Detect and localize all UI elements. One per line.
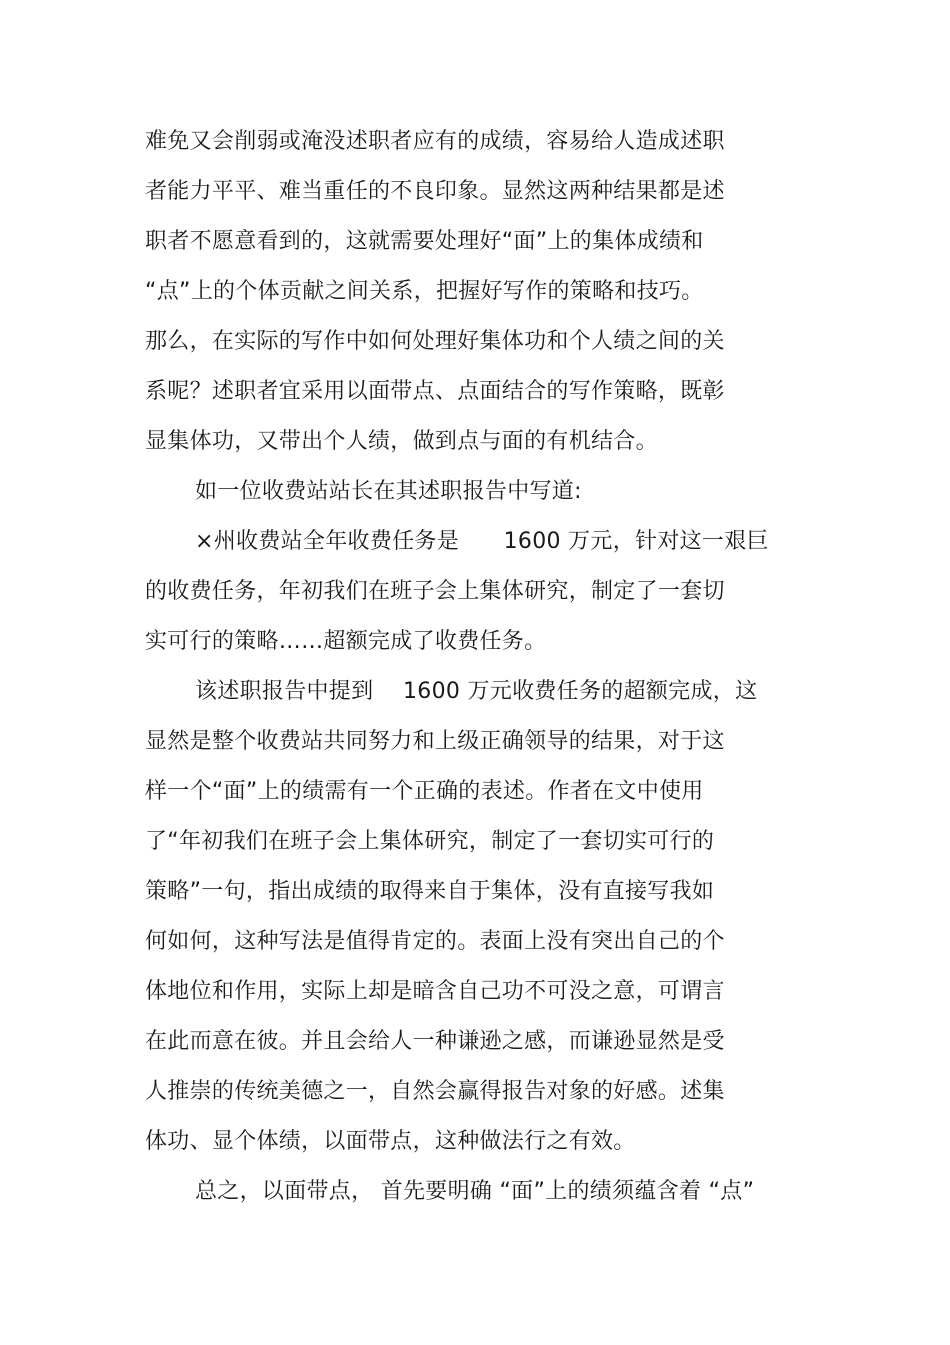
text-line: 人推崇的传统美德之一，自然会赢得报告对象的好感。述集: [145, 1079, 725, 1104]
text-line: 在此而意在彼。并且会给人一种谦逊之感，而谦逊显然是受: [145, 1029, 725, 1054]
text-line: 何如何，这种写法是值得肯定的。表面上没有突出自己的个: [145, 929, 725, 954]
text-line: 的收费任务，年初我们在班子会上集体研究，制定了一套切: [145, 579, 725, 604]
text-line: 策略”一句，指出成绩的取得来自于集体，没有直接写我如: [145, 879, 715, 904]
text-line: 了“年初我们在班子会上集体研究，制定了一套切实可行的: [145, 829, 715, 854]
text-line: 样一个“面”上的绩需有一个正确的表述。作者在文中使用: [145, 779, 704, 804]
text-line: 系呢？述职者宜采用以面带点、点面结合的写作策略，既彰: [145, 379, 725, 404]
text-line: 实可行的策略……超额完成了收费任务。: [145, 629, 547, 654]
text-line: 如一位收费站站长在其述职报告中写道:: [195, 479, 582, 504]
text-line: 职者不愿意看到的，这就需要处理好“面”上的集体成绩和: [145, 229, 704, 254]
text-line: ×州收费站全年收费任务是 1600 万元，针对这一艰巨: [195, 529, 769, 554]
text-line: 难免又会削弱或淹没述职者应有的成绩，容易给人造成述职: [145, 129, 725, 154]
text-line: 体地位和作用，实际上却是暗含自己功不可没之意，可谓言: [145, 979, 725, 1004]
text-line: 总之，以面带点， 首先要明确 “面”上的绩须蕴含着 “点”: [195, 1179, 755, 1204]
text-line: 那么，在实际的写作中如何处理好集体功和个人绩之间的关: [145, 329, 725, 354]
text-line: 体功、显个体绩，以面带点，这种做法行之有效。: [145, 1129, 636, 1154]
text-line: 显然是整个收费站共同努力和上级正确领导的结果，对于这: [145, 729, 725, 754]
text-line: 该述职报告中提到 1600 万元收费任务的超额完成，这: [195, 679, 758, 704]
text-line: “点”上的个体贡献之间关系，把握好写作的策略和技巧。: [145, 279, 704, 304]
text-line: 显集体功，又带出个人绩，做到点与面的有机结合。: [145, 429, 658, 454]
text-line: 者能力平平、难当重任的不良印象。显然这两种结果都是述: [145, 179, 725, 204]
